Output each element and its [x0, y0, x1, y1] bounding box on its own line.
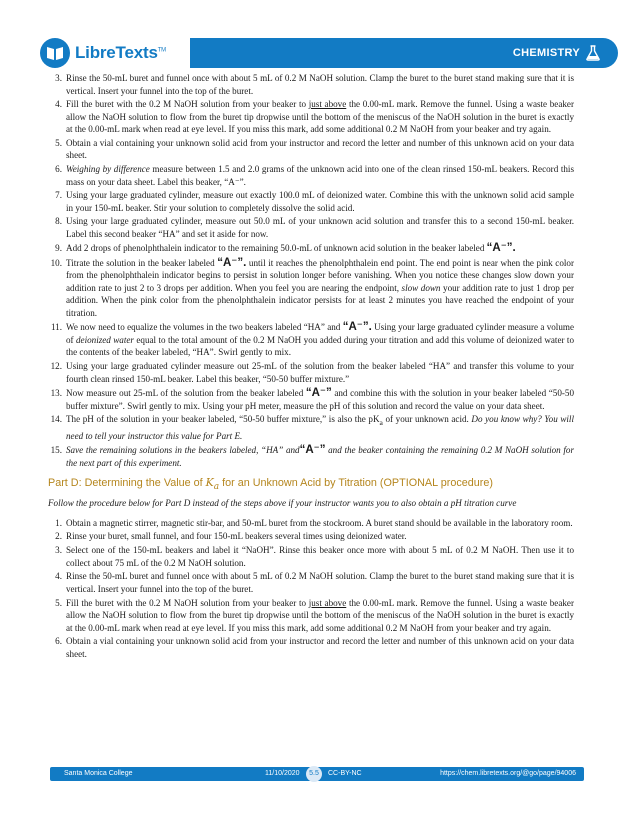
list-item: 11. We now need to equalize the volumes in the two beakers labeled “HA” and “A⁻”. Using your large graduated cylinder measure a volume of deionized water equal to the total amount of the 0.2 M NaOH you added during your titration and add this volume of deionized water to the contents of the beaker labeled, “HA”. Swirl gently to mix. [50, 321, 574, 358]
list-item: 3. Select one of the 150-mL beakers and label it “NaOH”. Rinse this beaker once more with about 5 mL of 0.2 M NaOH. Then use it to collect about 75 mL of the 0.2 M NaOH solution. [55, 545, 574, 568]
subject-label[interactable] [513, 45, 600, 61]
logo-text: LibreTexts™ [75, 43, 166, 62]
page-content [48, 72, 574, 661]
part-c-steps [48, 72, 574, 469]
list-item: 8. Using your large graduated cylinder, measure out 50.0 mL of your unknown acid solution and transfer this to a second 150-mL beaker. Label this second beaker “HA” and set it aside for now. [55, 216, 574, 239]
section-title-part-d: Part D: Determining the Value of $K_a$ for an Unknown Acid by Titration (OPTIONAL procedure) [48, 476, 493, 493]
list-item: 1. Obtain a magnetic stirrer, magnetic stir-bar, and 50-mL buret from the stockroom. A buret stand should be available in the laboratory room. [55, 517, 573, 528]
list-item: 9. Add 2 drops of phenolphthalein indicator to the remaining 50.0-mL of unknown acid solution in the beaker labeled “A⁻”. [55, 242, 516, 255]
footer-license[interactable]: CC-BY-NC [328, 770, 362, 777]
list-item: 15. Save the remaining solutions in the beakers labeled, “HA” and“A⁻” and the beaker containing the remaining 0.2 M NaOH solution for the next part of this experiment. [50, 444, 574, 468]
list-item: 6. Weighing by difference measure between 1.5 and 2.0 grams of the unknown acid into one of the clean rinsed 150-mL beakers. Record this mass on your data sheet. Label this beaker, “A⁻”. [55, 164, 574, 187]
list-item: 10. Titrate the solution in the beaker labeled “A⁻”. until it reaches the phenolphthalein end point. The end point is near when the pink color from the phenolphthalein indicator begins to persist in solution longer before vanishing. When you notice these changes slow down your addition rate to just 2 to 3 drops per addition. When you feel you are nearing the endpoint, slow down your addition rate to just 1 drop per addition. When the pink color from the phenolphthalein indicator persists for at least 2 minutes you have reached the endpoint of your titration. [50, 256, 574, 318]
list-item: 7. Using your large graduated cylinder, measure out exactly 100.0 mL of deionized water. Combine this with the unknown solid acid sample in your 150-mL beaker. Stir your solution to completely dissolve the solid acid. [55, 190, 574, 213]
footer-college: Santa Monica College [64, 770, 133, 777]
footer-page-number: 5.5 [306, 766, 322, 782]
footer-url-link[interactable]: https://chem.libretexts.org/@go/page/94006 [440, 770, 576, 777]
list-item: 4. Rinse the 50-mL buret and funnel once with about 5 mL of 0.2 M NaOH solution. Clamp the buret to the buret stand making sure that it is vertical. Insert your funnel into the top of the buret. [55, 571, 574, 594]
list-item: 5. Obtain a vial containing your unknown solid acid from your instructor and record the letter and number of this unknown acid on your data sheet. [55, 137, 574, 161]
footer-date: 11/10/2020 [265, 770, 300, 777]
list-item: 5. Fill the buret with the 0.2 M NaOH solution from your beaker to just above the 0.00-mL mark. Remove the funnel. Using a waste beaker allow the NaOH solution to flow from the buret tip dropwise until the bottom of the meniscus of the NaOH solution in the buret is exactly at the 0.00-mL mark when read at eye level. If you miss this mark, add some additional 0.2 M NaOH from your beaker and try again. [55, 597, 574, 633]
part-d-steps [48, 517, 574, 660]
part-d-intro: Follow the procedure below for Part D instead of the steps above if your instructor wants you to also obtain a pH titration curve [48, 498, 517, 509]
list-item: 14. The pH of the solution in your beaker labeled, “50-50 buffer mixture,” is also the $pK_a$ of your unknown acid. Do you know why? You will need to tell your instructor this value for Part E. [50, 414, 574, 441]
list-item: 12. Using your large graduated cylinder measure out 25-mL of the solution from the beaker labeled “HA” and transfer this volume to your fourth clean rinsed 150-mL beaker. Label this beaker, “50-50 buffer mixture.” [50, 361, 574, 384]
list-item: 4. Fill the buret with the 0.2 M NaOH solution from your beaker to just above the 0.00-mL mark. Remove the funnel. Using a waste beaker allow the NaOH solution to flow from the buret tip dropwise until the bottom of the meniscus of the NaOH solution in the buret is exactly at the 0.00-mL mark when read at eye level. If you miss this mark, add some additional 0.2 M NaOH from your beaker and try again. [55, 99, 574, 135]
list-item: 13. Now measure out 25-mL of the solution from the beaker labeled “A⁻” and combine this with the solution in your beaker labeled “50-50 buffer mixture”. Swirl gently to mix. Using your pH meter, measure the pH of this solution and record the value on your data sheet. [50, 387, 574, 411]
subject-text: CHEMISTRY [512, 47, 580, 59]
page-footer [50, 767, 584, 781]
page-header [0, 33, 630, 73]
list-item: 3. Rinse the 50-mL buret and funnel once with about 5 mL of 0.2 M NaOH solution. Clamp the buret to the buret stand making sure that it is vertical. Insert your funnel into the top of the buret. [55, 73, 574, 96]
flask-icon [586, 45, 600, 61]
list-item: 6. Obtain a vial containing your unknown solid acid from your instructor and record the letter and number of this unknown acid on your data sheet. [55, 636, 574, 659]
libretexts-logo-icon [40, 38, 70, 68]
list-item: 2. Rinse your buret, small funnel, and four 150-mL beakers several times using deionized water. [55, 531, 407, 542]
libretexts-logo[interactable] [40, 33, 190, 73]
